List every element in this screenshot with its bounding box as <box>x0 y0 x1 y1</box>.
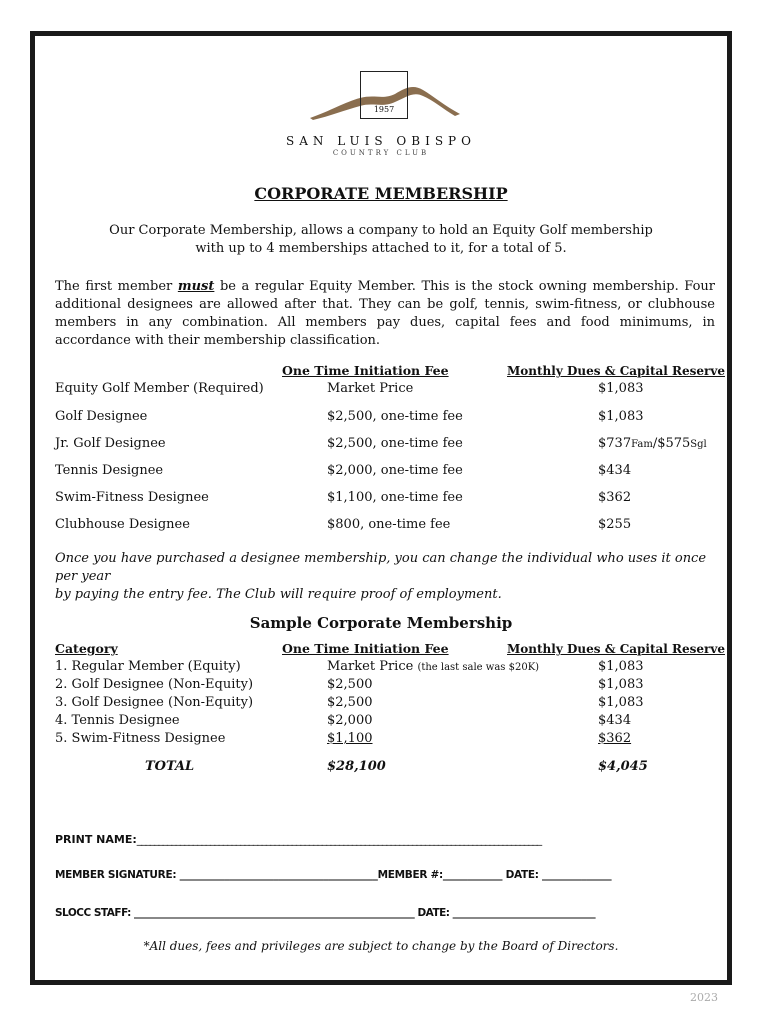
dues-sgl-value: /$575 <box>652 436 691 451</box>
sample-row-fee: $2,000 <box>327 713 373 728</box>
intro-line-2: with up to 4 memberships attached to it, for a total of 5. <box>195 241 567 256</box>
fee-row-name: Equity Golf Member (Required) <box>55 381 264 396</box>
sample-row-dues: $434 <box>598 713 632 728</box>
sample-header-initiation: One Time Initiation Fee <box>282 641 449 656</box>
fee-row-dues: $1,083 <box>598 381 644 396</box>
footer-disclaimer: *All dues, fees and privileges are subject to change by the Board of Directors. <box>143 939 619 953</box>
fee-row-fee: $2,500, one-time fee <box>327 436 463 451</box>
fee-row-fee: $800, one-time fee <box>327 517 451 532</box>
sample-row-name: 5. Swim-Fitness Designee <box>55 731 226 746</box>
fee-header-initiation: One Time Initiation Fee <box>282 363 449 378</box>
fee-row-name: Tennis Designee <box>55 463 164 478</box>
sample-row-name: 2. Golf Designee (Non-Equity) <box>55 677 254 692</box>
sample-row-fee: $1,100 <box>327 731 373 746</box>
staff-signature-field[interactable]: SLOCC STAFF: ___________________________________________________________ DATE: ______________________________ <box>55 907 596 919</box>
print-name-field[interactable] <box>55 833 541 846</box>
sample-row-fee: $2,500 <box>327 677 373 692</box>
logo-club-sub: COUNTRY CLUB <box>332 149 430 157</box>
member-signature-field[interactable]: MEMBER SIGNATURE: ________________________________________MEMBER #:____________ DATE: ______________ <box>55 869 612 881</box>
dues-fam-value: $737 <box>598 436 632 451</box>
fee-header-dues: Monthly Dues & Capital Reserve <box>507 364 725 378</box>
total-dues: $4,045 <box>598 759 648 774</box>
sample-row-fee <box>327 659 539 674</box>
fee-row-fee: $2,000, one-time fee <box>327 463 463 478</box>
para-before: The first member <box>55 279 178 294</box>
fee-row-name: Swim-Fitness Designee <box>55 490 209 505</box>
fee-row-fee: $1,100, one-time fee <box>327 490 463 505</box>
dues-sgl-label: Sgl <box>690 439 707 450</box>
para-emphasis: must <box>177 279 215 294</box>
sample-row-fee: $2,500 <box>327 695 373 710</box>
sample-title: Sample Corporate Membership <box>249 614 513 632</box>
logo-year: 1957 <box>373 105 395 114</box>
print-name-label: PRINT NAME: <box>55 833 137 846</box>
sample-row-dues: $1,083 <box>598 695 644 710</box>
fee-row-name: Clubhouse Designee <box>55 517 190 532</box>
total-fee: $28,100 <box>327 759 386 774</box>
sample-row-name: 1. Regular Member (Equity) <box>55 659 241 674</box>
print-name-line: ______________________________________________________________________________________________ <box>136 833 541 846</box>
fee-row-name: Jr. Golf Designee <box>55 436 166 451</box>
sample-fee-value: Market Price <box>327 659 414 674</box>
sample-row-dues: $1,083 <box>598 677 644 692</box>
fee-row-name: Golf Designee <box>55 409 148 424</box>
sample-row-dues: $362 <box>598 731 632 746</box>
sample-header-dues: Monthly Dues & Capital Reserve <box>507 642 725 656</box>
fee-row-dues: $255 <box>598 517 632 532</box>
sample-header-category: Category <box>55 641 118 656</box>
fee-row-dues <box>598 436 707 451</box>
logo-club-name: SAN LUIS OBISPO <box>286 134 476 148</box>
page-title: CORPORATE MEMBERSHIP <box>254 184 508 203</box>
intro-line-1: Our Corporate Membership, allows a company to hold an Equity Golf membership <box>109 223 653 238</box>
sample-row-name: 4. Tennis Designee <box>55 713 180 728</box>
note-line-1: Once you have purchased a designee membership, you can change the individual who uses it once per year <box>55 551 707 584</box>
para-after: be a regular Equity Member. This is the stock owning membership. Four additional designees are allowed after that. They can be golf, tennis, swim-fitness, or clubhouse members in any combination. All members pay dues, capital fees and food minimums, in accordance with their membership classification. <box>55 279 715 348</box>
total-label: TOTAL <box>145 759 195 774</box>
designee-note <box>55 550 720 604</box>
fee-row-dues: $434 <box>598 463 632 478</box>
logo-frame <box>360 71 408 119</box>
dues-fam-label: Fam <box>631 439 653 450</box>
year-tag: 2023 <box>690 991 718 1004</box>
sample-row-dues: $1,083 <box>598 659 644 674</box>
fee-row-fee: $2,500, one-time fee <box>327 409 463 424</box>
document-frame <box>30 31 732 985</box>
sample-row-name: 3. Golf Designee (Non-Equity) <box>55 695 254 710</box>
fee-row-fee: Market Price <box>327 381 414 396</box>
intro-text <box>35 222 727 258</box>
membership-description <box>55 278 715 350</box>
fee-row-dues: $362 <box>598 490 632 505</box>
note-line-2: by paying the entry fee. The Club will require proof of employment. <box>55 587 502 602</box>
sample-fee-note: (the last sale was $20K) <box>417 662 540 673</box>
fee-row-dues: $1,083 <box>598 409 644 424</box>
